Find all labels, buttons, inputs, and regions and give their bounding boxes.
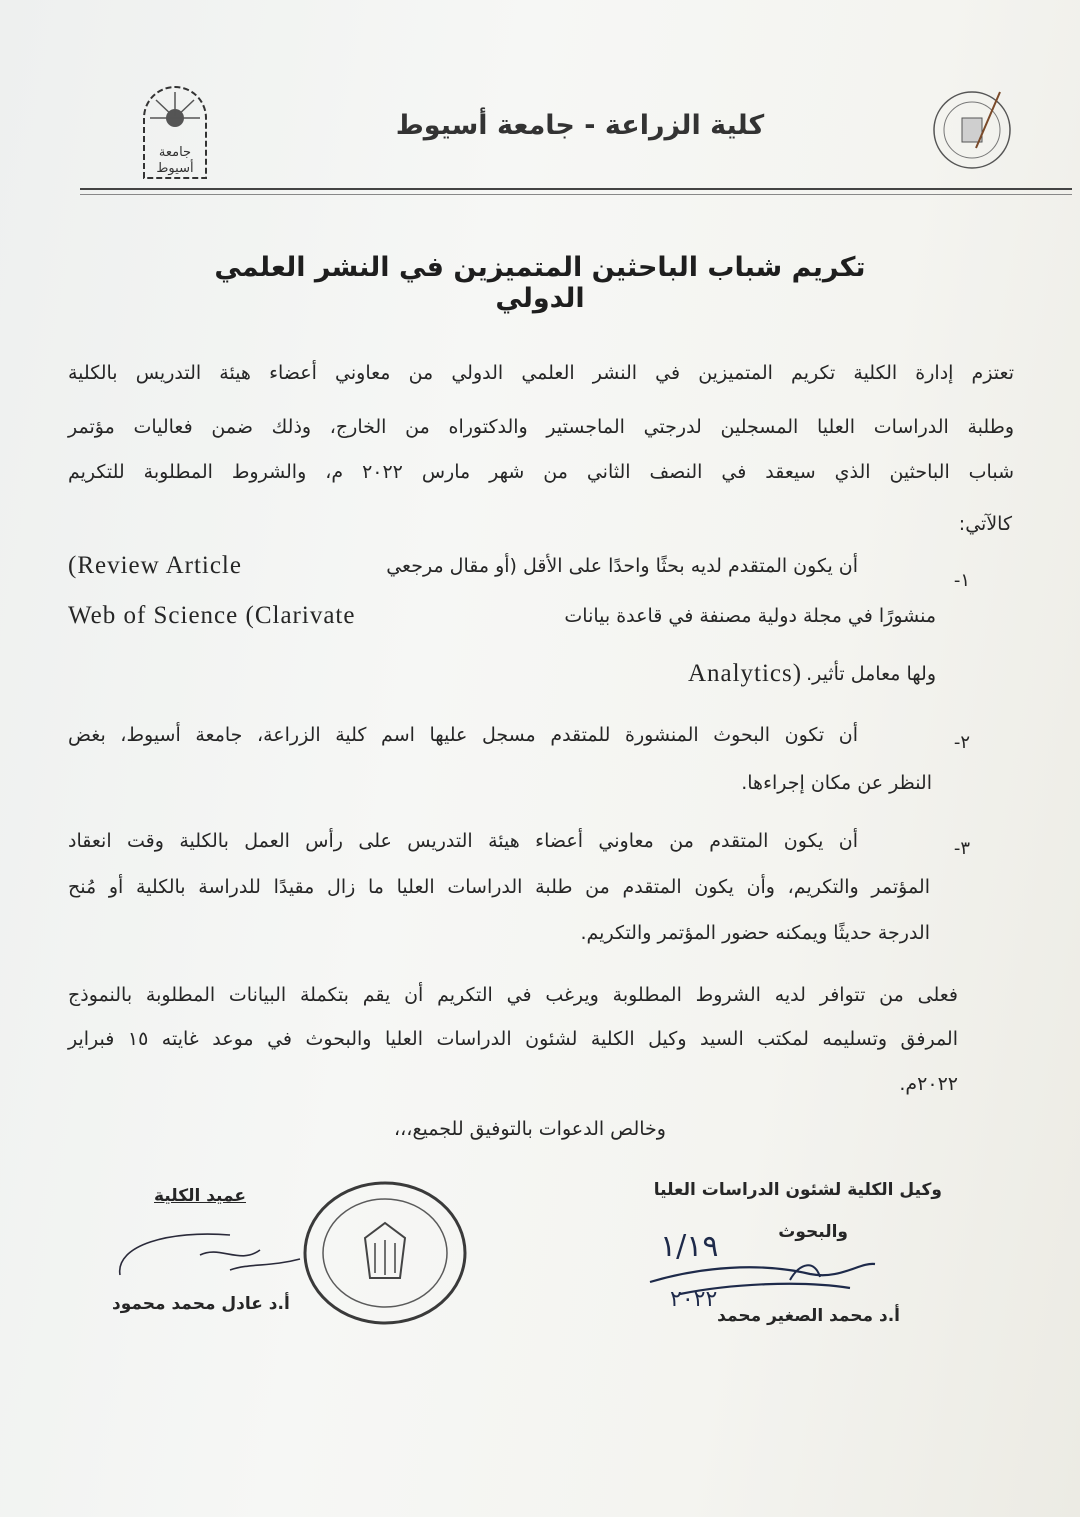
vice-dean-name: أ.د محمد الصغير محمد [717, 1306, 900, 1326]
intro-line: وطلبة الدراسات العليا المسجلين لدرجتي الماجستير والدكتوراه من الخارج، وذلك ضمن فعاليات مؤتمر [68, 416, 1014, 438]
official-stamp [300, 1178, 470, 1328]
condition-text-ar: منشورًا في مجلة دولية مصنفة في قاعدة بيانات [564, 605, 936, 627]
condition-number: ١- [953, 570, 970, 591]
handwritten-date: ١/١٩ [660, 1229, 719, 1264]
closing-line: فعلى من تتوافر لديه الشروط المطلوبة ويرغب في التكريم أن يقم بتكملة البيانات المطلوبة بالنموذج [68, 984, 958, 1006]
closing-line: ٢٠٢٢م. [899, 1073, 958, 1095]
closing-line: المرفق وتسليمه لمكتب السيد وكيل الكلية لشئون الدراسات العليا والبحوث في موعد غايته ١٥ فبراير [68, 1028, 959, 1050]
dean-title: عميد الكلية [154, 1186, 246, 1206]
vice-dean-signature [640, 1222, 890, 1312]
condition-line: المؤتمر والتكريم، وأن يكون المتقدم من طلبة الدراسات العليا ما زال مقيدًا للدراسة بالكلية أو مُنح [68, 876, 930, 898]
condition-text-ar: ولها معامل تأثير. [806, 663, 936, 685]
dean-signature [110, 1215, 310, 1295]
condition-line [68, 602, 936, 630]
header-divider [80, 188, 1072, 190]
dean-name: أ.د عادل محمد محمود [112, 1294, 290, 1314]
vice-dean-title: وكيل الكلية لشئون الدراسات العليا [653, 1180, 942, 1200]
faculty-seal [930, 88, 1014, 172]
condition-text-ar: أن يكون المتقدم لديه بحثًا واحدًا على الأقل (أو مقال مرجعي [386, 555, 858, 577]
condition-line: أن يكون المتقدم من معاوني أعضاء هيئة التدريس على رأس العمل بالكلية وقت انعقاد [68, 830, 858, 852]
condition-line [688, 660, 936, 688]
regards-text: وخالص الدعوات بالتوفيق للجميع،،، [394, 1118, 666, 1140]
institution-header: كلية الزراعة - جامعة أسيوط [395, 110, 765, 141]
condition-number: ٣- [953, 838, 970, 859]
condition-text-en: Analytics) [687, 660, 803, 687]
condition-text-en: Web of Science (Clarivate [68, 602, 356, 629]
logo-text-top: جامعة [158, 145, 192, 160]
header-divider-thin [80, 194, 1072, 195]
intro-line: تعتزم إدارة الكلية تكريم المتميزين في النشر العلمي الدولي من معاوني أعضاء هيئة التدريس بالكلية [68, 362, 1014, 384]
condition-line [68, 552, 858, 580]
condition-line: النظر عن مكان إجراءها. [741, 772, 932, 794]
handwritten-year: ٢٠٢٢ [670, 1287, 718, 1312]
intro-line: شباب الباحثين الذي سيعقد في النصف الثاني من شهر مارس ٢٠٢٢ م، والشروط المطلوبة للتكريم [68, 461, 1014, 483]
document-title: تكريم شباب الباحثين المتميزين في النشر العلمي الدولي [214, 252, 866, 314]
logo-text-bottom: أسيوط [156, 161, 194, 176]
vice-dean-title-2: والبحوث [778, 1222, 848, 1242]
condition-text-en: (Review Article [68, 552, 242, 579]
intro-line: كالآتي: [958, 513, 1012, 535]
condition-line: أن تكون البحوث المنشورة للمتقدم مسجل عليها اسم كلية الزراعة، جامعة أسيوط، بغض [68, 724, 858, 746]
university-logo [136, 78, 214, 182]
condition-number: ٢- [953, 732, 970, 753]
condition-line: الدرجة حديثًا ويمكنه حضور المؤتمر والتكريم. [580, 922, 930, 944]
